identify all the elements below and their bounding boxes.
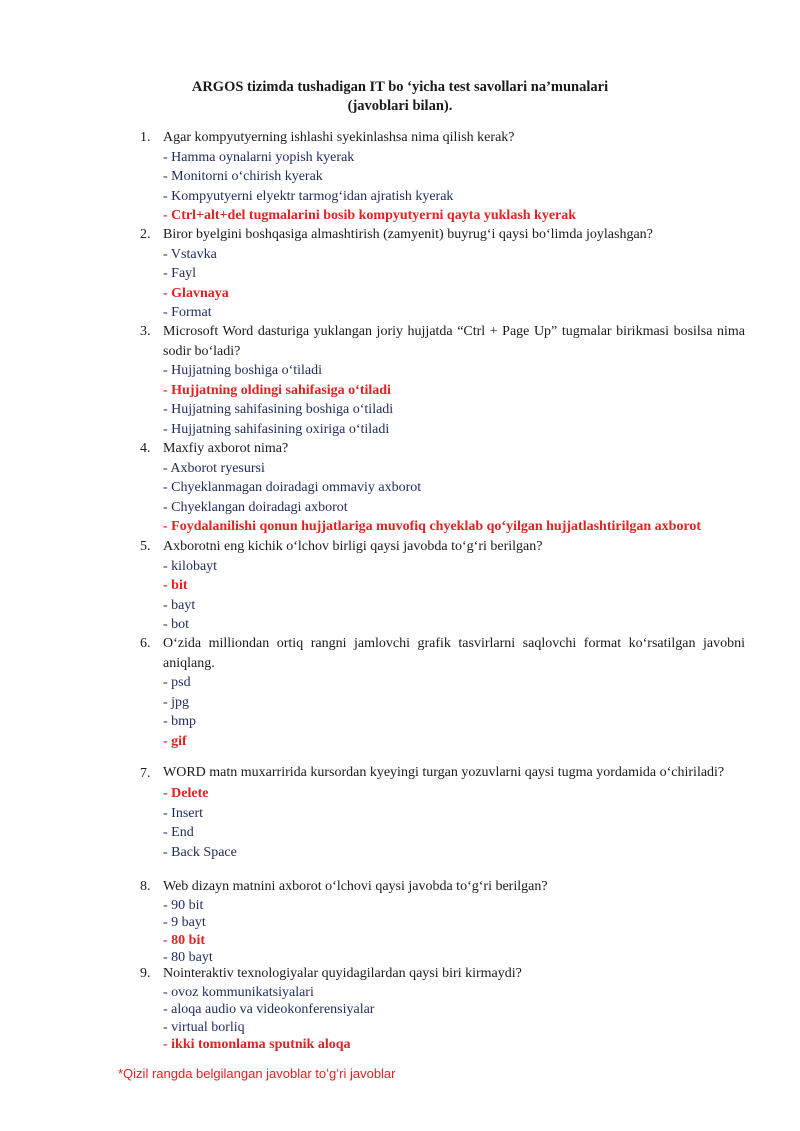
- question-text: Nointeraktiv texnologiyalar quyidagilardan qaysi biri kirmaydi?: [163, 966, 522, 981]
- option-list: [163, 245, 745, 323]
- question-number: 6.: [140, 636, 151, 651]
- option: - bot: [163, 617, 190, 632]
- correct-option: - Delete: [163, 786, 209, 801]
- footnote: *Qizil rangda belgilangan javoblar toʻgʻri javoblar: [118, 1066, 396, 1081]
- correct-option: - Glavnaya: [163, 285, 229, 301]
- document-title: ARGOS tizimda tushadigan IT bo ‘yicha test savollari na’munalari: [191, 79, 609, 95]
- option: - Hamma oynalarni yopish kyerak: [163, 149, 355, 165]
- option: - Chyeklangan doiradagi axborot: [163, 499, 348, 515]
- question-3: [140, 322, 745, 439]
- option: - jpg: [163, 694, 190, 710]
- option: - Chyeklanmagan doiradagi ommaviy axborot: [163, 480, 422, 495]
- option: - aloqa audio va videokonferensiyalar: [163, 1002, 375, 1017]
- question-9: [140, 964, 745, 1054]
- option: - 90 bit: [163, 897, 204, 913]
- question-text: WORD matn muxarririda kursordan kyeyingi turgan yozuvlarni qaysi tugma yordamida oʻchiriladi?: [163, 765, 725, 780]
- question-text: Axborotni eng kichik oʻlchov birligi qaysi javobda toʻgʻri berilgan?: [163, 539, 543, 554]
- option-list: [163, 897, 745, 967]
- option: - Monitorni oʻchirish kyerak: [163, 169, 323, 184]
- question-7: [140, 764, 745, 862]
- option-list: [163, 459, 745, 537]
- option: - End: [163, 825, 194, 840]
- option: - Axborot ryesursi: [163, 460, 265, 476]
- question-4: [140, 439, 745, 537]
- option: - Vstavka: [163, 246, 217, 262]
- question-text: Web dizayn matnini axborot oʻlchovi qaysi javobda toʻgʻri berilgan?: [163, 879, 548, 894]
- question-number: 5.: [140, 539, 151, 554]
- question-text: Microsoft Word dasturiga yuklangan joriy hujjatda “Ctrl + Page Up” tugmalar birikmasi bosilsa nima sodir boʻladi?: [163, 324, 745, 359]
- correct-option: - Ctrl+alt+del tugmalarini bosib kompyutyerni qayta yuklash kyerak: [163, 208, 577, 223]
- document-subtitle: (javoblari bilan).: [347, 98, 453, 114]
- option: - Insert: [163, 805, 204, 821]
- correct-option: - Foydalanilishi qonun hujjatlariga muvofiq chyeklab qoʻyilgan hujjatlashtirilgan axborot: [163, 519, 702, 534]
- option: - Hujjatning sahifasining boshiga oʻtiladi: [163, 402, 394, 417]
- question-number: 9.: [140, 966, 151, 981]
- option-list: [163, 673, 745, 751]
- option: - psd: [163, 675, 191, 690]
- option: - 80 bayt: [163, 950, 213, 965]
- question-number: 2.: [140, 227, 151, 242]
- option: - 9 bayt: [163, 915, 206, 930]
- question-number: 1.: [140, 130, 151, 145]
- question-number: 4.: [140, 441, 151, 456]
- option: - Back Space: [163, 844, 237, 860]
- option-list: [163, 361, 745, 439]
- correct-option: - Hujjatning oldingi sahifasiga oʻtiladi: [163, 382, 391, 398]
- question-6: [140, 634, 745, 751]
- question-1: [140, 128, 745, 226]
- option: - Hujjatning sahifasining oxiriga oʻtiladi: [163, 421, 390, 437]
- option-list: [163, 557, 745, 635]
- question-number: 7.: [140, 766, 151, 781]
- question-8: [140, 877, 745, 967]
- question-5: [140, 537, 745, 635]
- option: - ovoz kommunikatsiyalari: [163, 984, 314, 1000]
- option: - virtual borliq: [163, 1019, 245, 1035]
- question-2: [140, 225, 745, 323]
- question-text: Maxfiy axborot nima?: [163, 441, 289, 456]
- correct-option: - gif: [163, 733, 187, 749]
- option: - Kompyutyerni elyektr tarmogʻidan ajratish kyerak: [163, 188, 454, 204]
- option: - kilobayt: [163, 558, 218, 574]
- option: - Format: [163, 305, 212, 320]
- option: - bayt: [163, 597, 196, 613]
- question-number: 8.: [140, 879, 151, 894]
- option: - Fayl: [163, 266, 197, 281]
- option-list: [163, 984, 745, 1054]
- question-text: Biror byelgini boshqasiga almashtirish (zamyenit) buyrugʻi qaysi boʻlimda joylashgan?: [163, 227, 653, 242]
- question-text: Oʻzida milliondan ortiq rangni jamlovchi grafik tasvirlarni saqlovchi format koʻrsatilgan javobni aniqlang.: [163, 636, 745, 671]
- correct-option: - bit: [163, 578, 188, 593]
- question-text: Agar kompyutyerning ishlashi syekinlashsa nima qilish kerak?: [163, 130, 515, 145]
- correct-option: - ikki tomonlama sputnik aloqa: [163, 1037, 351, 1052]
- option: - bmp: [163, 714, 197, 729]
- option-list: [163, 784, 745, 862]
- option: - Hujjatning boshiga oʻtiladi: [163, 363, 323, 378]
- correct-option: - 80 bit: [163, 932, 205, 948]
- option-list: [163, 148, 745, 226]
- question-number: 3.: [140, 324, 151, 339]
